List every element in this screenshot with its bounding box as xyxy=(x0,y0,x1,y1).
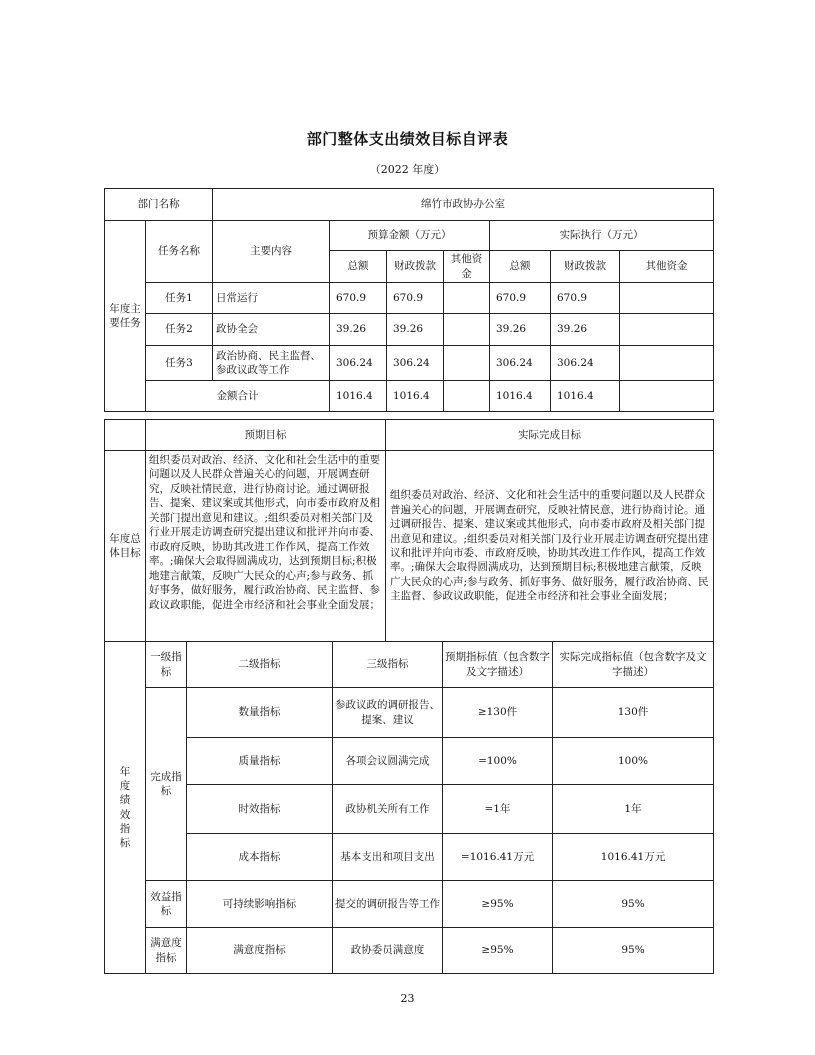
level2-name: 时效指标 xyxy=(187,785,333,834)
task-content: 政治协商、民主监督、参政议政等工作 xyxy=(213,346,330,381)
expected-value: =1年 xyxy=(443,785,553,834)
level3-header: 三级指标 xyxy=(333,642,443,688)
actual-other xyxy=(620,346,714,381)
actual-fiscal-header: 财政拨款 xyxy=(551,251,620,283)
form-year: （2022 年度） xyxy=(369,163,446,176)
expected-value: ≥130件 xyxy=(443,688,553,738)
budget-total: 306.24 xyxy=(330,346,387,381)
budget-other-header: 其他资金 xyxy=(444,251,490,283)
actual-total: 670.9 xyxy=(490,283,551,314)
tasks-table xyxy=(104,188,714,412)
actual-other xyxy=(620,314,714,346)
expected-value: =100% xyxy=(443,738,553,785)
level2-name: 数量指标 xyxy=(187,688,333,738)
expected-value: ≥95% xyxy=(443,881,553,928)
sum-label: 金额合计 xyxy=(146,381,330,412)
indicator-row xyxy=(105,785,714,834)
task-row xyxy=(105,283,714,314)
page-number: 23 xyxy=(400,992,415,1005)
budget-fiscal: 306.24 xyxy=(387,346,444,381)
level2-name: 满意度指标 xyxy=(187,928,333,974)
goals-table xyxy=(104,419,714,642)
task-name: 任务3 xyxy=(146,346,213,381)
sum-budget-fiscal: 1016.4 xyxy=(387,381,444,412)
level3-name: 基本支出和项目支出 xyxy=(333,834,443,881)
actual-value: 130件 xyxy=(553,688,714,738)
indicators-table xyxy=(104,641,714,974)
expected-value-header: 预期指标值（包含数字及文字描述） xyxy=(443,642,553,688)
actual-fiscal: 39.26 xyxy=(551,314,620,346)
indicator-row xyxy=(105,881,714,928)
budget-total: 39.26 xyxy=(330,314,387,346)
indicator-row xyxy=(105,834,714,881)
task-name-header: 任务名称 xyxy=(146,221,213,283)
form-title: 部门整体支出绩效目标自评表 xyxy=(306,130,509,148)
actual-header: 实际执行（万元） xyxy=(490,221,714,251)
level1-header: 一级指标 xyxy=(146,642,187,688)
actual-other-header: 其他资金 xyxy=(620,251,714,283)
level3-name: 政协机关所有工作 xyxy=(333,785,443,834)
budget-other xyxy=(444,283,490,314)
expected-goal-text: 组织委员对政治、经济、文化和社会生活中的重要问题以及人民群众普遍关心的问题，开展调查研究，反映社情民意，进行协商讨论。通过调研报告、提案、建议案或其他形式，向市委市政府及相关部门提出意见和建议。;组织委员对相关部门及行业开展走访调查研究提出建议和批评并向市委、市政府反映，协助其改进工作作风，提高工作效率。;确保大会取得圆满成功，达到预期目标;积极地建言献策，反映广大民众的心声;参与政务、抓好事务，做好服务，履行政治协商、民主监督、参政议政职能，促进全市经济和社会事业全面发展； xyxy=(146,451,386,642)
indicator-row xyxy=(105,738,714,785)
goals-header-blank xyxy=(105,420,146,451)
actual-value-header: 实际完成指标值（包含数字及文字描述） xyxy=(553,642,714,688)
level1-name: 满意度指标 xyxy=(146,928,187,974)
budget-other xyxy=(444,314,490,346)
budget-total: 670.9 xyxy=(330,283,387,314)
level3-name: 提交的调研报告等工作 xyxy=(333,881,443,928)
actual-value: 95% xyxy=(553,881,714,928)
actual-total: 39.26 xyxy=(490,314,551,346)
budget-total-header: 总额 xyxy=(330,251,387,283)
task-name: 任务1 xyxy=(146,283,213,314)
sum-budget-other xyxy=(444,381,490,412)
budget-fiscal-header: 财政拨款 xyxy=(387,251,444,283)
actual-goal-header: 实际完成目标 xyxy=(386,420,714,451)
department-label: 部门名称 xyxy=(105,189,213,221)
level3-name: 各项会议圆满完成 xyxy=(333,738,443,785)
sum-actual-fiscal: 1016.4 xyxy=(551,381,620,412)
actual-total-header: 总额 xyxy=(490,251,551,283)
indicator-row xyxy=(105,688,714,738)
budget-fiscal: 39.26 xyxy=(387,314,444,346)
level2-name: 成本指标 xyxy=(187,834,333,881)
task-content: 政协全会 xyxy=(213,314,330,346)
sum-budget-total: 1016.4 xyxy=(330,381,387,412)
actual-value: 1年 xyxy=(553,785,714,834)
level1-name: 完成指标 xyxy=(146,688,187,881)
expected-goal-header: 预期目标 xyxy=(146,420,386,451)
level1-name: 效益指标 xyxy=(146,881,187,928)
actual-fiscal: 670.9 xyxy=(551,283,620,314)
level3-name: 政协委员满意度 xyxy=(333,928,443,974)
actual-total: 306.24 xyxy=(490,346,551,381)
level2-header: 二级指标 xyxy=(187,642,333,688)
task-row xyxy=(105,346,714,381)
sum-actual-total: 1016.4 xyxy=(490,381,551,412)
budget-other xyxy=(444,346,490,381)
task-row xyxy=(105,314,714,346)
actual-fiscal: 306.24 xyxy=(551,346,620,381)
indicator-row xyxy=(105,928,714,974)
task-name: 任务2 xyxy=(146,314,213,346)
expected-value: ≥95% xyxy=(443,928,553,974)
content-header: 主要内容 xyxy=(213,221,330,283)
budget-fiscal: 670.9 xyxy=(387,283,444,314)
actual-goal-text: 组织委员对政治、经济、文化和社会生活中的重要问题以及人民群众普遍关心的问题，开展调查研究，反映社情民意，进行协商讨论。通过调研报告、提案、建议案或其他形式，向市委市政府及相关部门提出意见和建议。;组织委员对相关部门及行业开展走访调查研究提出建议和批评并向市委、市政府反映，协助其改进工作作风，提高工作效率。;确保大会取得圆满成功，达到预期目标;积极地建言献策，反映广大民众的心声;参与政务、抓好事务、做好服务，履行政治协商、民主监督、参政议政职能，促进全市经济和社会事业全面发展； xyxy=(386,451,714,642)
task-content: 日常运行 xyxy=(213,283,330,314)
indicators-section-label: 年度绩效指标 xyxy=(105,642,146,974)
actual-value: 1016.41万元 xyxy=(553,834,714,881)
goals-section-label: 年度总体目标 xyxy=(105,451,146,642)
tasks-section-label: 年度主要任务 xyxy=(105,221,146,412)
sum-row xyxy=(105,381,714,412)
department-value: 绵竹市政协办公室 xyxy=(213,189,714,221)
expected-value: =1016.41万元 xyxy=(443,834,553,881)
level2-name: 质量指标 xyxy=(187,738,333,785)
level2-name: 可持续影响指标 xyxy=(187,881,333,928)
sum-actual-other xyxy=(620,381,714,412)
actual-other xyxy=(620,283,714,314)
actual-value: 100% xyxy=(553,738,714,785)
actual-value: 95% xyxy=(553,928,714,974)
budget-header: 预算金额（万元） xyxy=(330,221,490,251)
level3-name: 参政议政的调研报告、提案、建议 xyxy=(333,688,443,738)
